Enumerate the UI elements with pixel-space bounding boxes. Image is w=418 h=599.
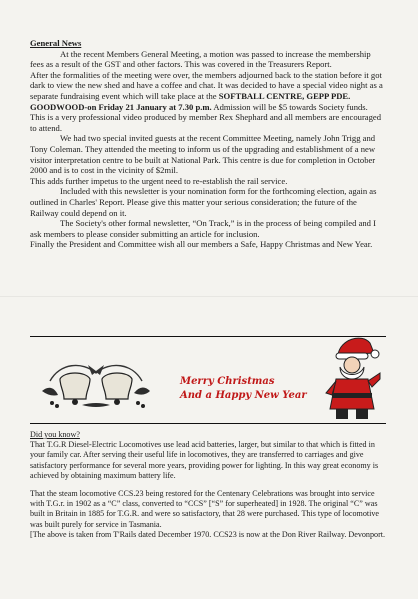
general-news-paragraph: Included with this newsletter is your nomination form for the forthcoming election, again as outlined in Charles' Report. Please give this matter your serious consideration; the future of the Railway could depend on it.: [30, 186, 377, 218]
greeting-text: [180, 375, 307, 403]
general-news-paragraph: The Society's other formal newsletter, “On Track,” is in the process of being compiled and I ask members to please consider submitting an article for inclusion.: [30, 218, 376, 239]
did-you-know-paragraph: That T.G.R Diesel-Electric Locomotives use lead acid batteries, larger, but similar to that which is fitted in your family car. After serving their useful life in locomotives, they are transferred to carriages and give satisfactory performance for several more years, providing power for lighting. In this way great economy is achieved by obtaining maximum battery life.: [30, 440, 379, 480]
did-you-know-heading: Did you know?: [30, 430, 80, 439]
did-you-know-paragraph: [The above is taken from T'Rails dated December 1970. CCS23 is now at the Don River Railway. Devonport.: [30, 529, 386, 539]
christmas-greeting-banner: [30, 336, 386, 424]
greeting-line-1: Merry Christmas: [180, 376, 275, 387]
general-news-paragraph: [30, 70, 384, 134]
did-you-know-paragraph: That the steam locomotive CCS.23 being restored for the Centenary Celebrations was brought into service with T.G.r. in 1902 as a “C” class, converted to “CCS” [“S” for superheated] in 1928. The original “C” was built in Britain in 1885 for T.G.R. and were so satisfactory, that 28 were purchased. This type of locomotive was built purely for service in Tasmania.: [30, 489, 380, 529]
general-news-section: [30, 38, 384, 250]
general-news-paragraph: This adds further impetus to the urgent need to re-establish the rail service.: [30, 175, 288, 186]
santa-claus-icon: [322, 333, 382, 421]
event-venue: SOFTBALL CENTRE, GEPP PDE. GOODWOOD-on: [30, 90, 351, 112]
christmas-bells-icon: [42, 351, 150, 411]
general-news-heading: General News: [30, 38, 82, 48]
general-news-paragraph: We had two special invited guests at the recent Committee Meeting, namely John Trigg and Tony Coleman. They attended the meeting to inform us of the upgrading and establishment of a new visitor interpretation centre to be built at National Park. This centre is due for completion in October 2000 and is to cost in the vicinity of $2mil.: [30, 133, 376, 176]
did-you-know-section: [30, 430, 386, 540]
general-news-paragraph: Finally the President and Committee wish all our members a Safe, Happy Christmas and New Year.: [30, 239, 373, 250]
paragraph-gap: [30, 481, 386, 489]
event-date: Friday 21 January at 7.30 p.m.: [98, 101, 212, 112]
paragraph-text: Admission will be $5 towards Society funds. This is a very professional video produced by member Rex Shephard and all members are encouraged to attend.: [30, 101, 382, 133]
general-news-paragraph: At the recent Members General Meeting, a motion was passed to increase the membership fees as a result of the GST and other factors. This was covered in the Treasurers Report.: [30, 48, 371, 70]
greeting-line-2: And a Happy New Year: [180, 390, 307, 401]
paragraph-text: After the formalities of the meeting were over, the members adjourned back to the station before it got dark to view the new shed and have a coffee and chat. It was decided to have a special video night as a separate fundraising event which will take place at the: [30, 69, 383, 101]
paper-fold: [0, 296, 418, 297]
